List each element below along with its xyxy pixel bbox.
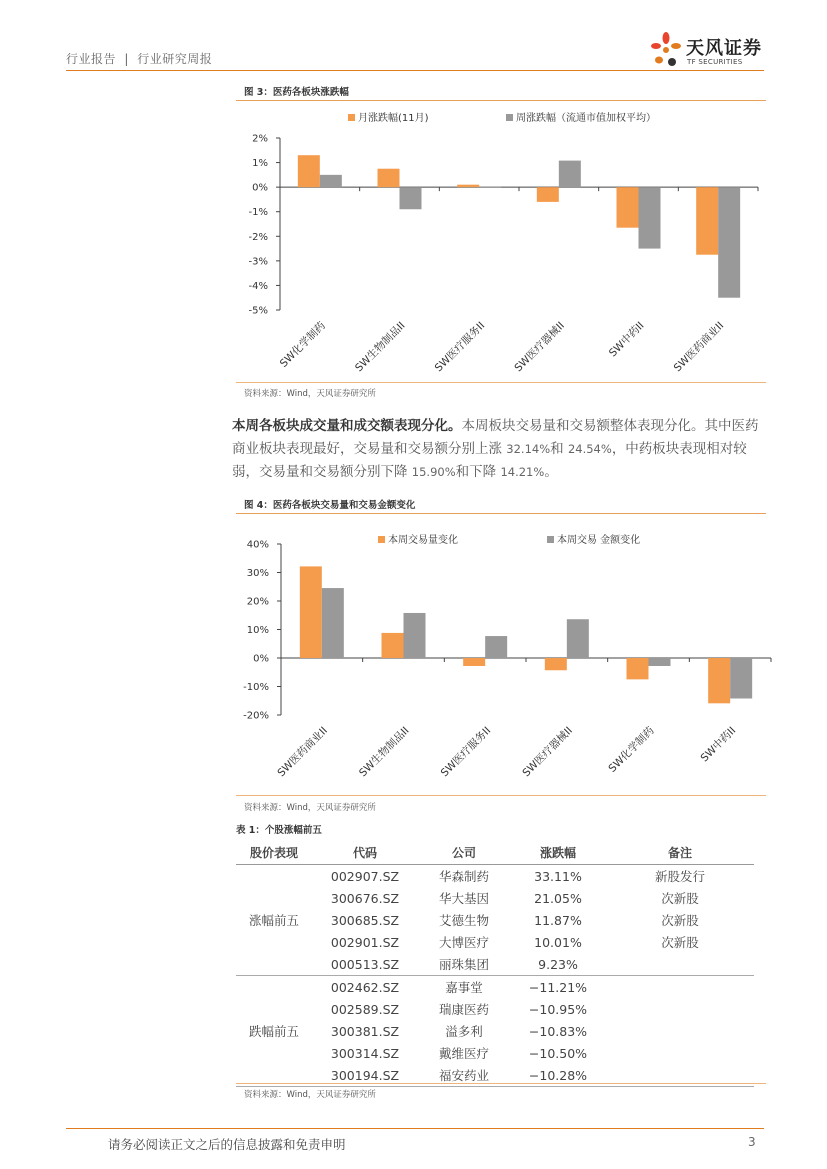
- note: [606, 998, 754, 1020]
- stock-code: 300194.SZ: [312, 1064, 418, 1087]
- bar-gray: [320, 175, 342, 187]
- y-tick-label: -20%: [243, 710, 269, 722]
- price-change: −10.28%: [510, 1064, 606, 1087]
- note: 次新股: [661, 891, 699, 906]
- bar-gray: [718, 187, 740, 298]
- table-row: [236, 1020, 754, 1042]
- company-name: 溢多利: [445, 1024, 483, 1039]
- bar-orange: [545, 658, 567, 670]
- company-name: 艾德生物: [438, 913, 489, 928]
- y-tick-label: 2%: [252, 133, 268, 145]
- bar-orange: [537, 187, 559, 202]
- table-row: [236, 1042, 754, 1064]
- table-row: [236, 865, 754, 888]
- table-row: [236, 909, 754, 931]
- paragraph-num-4: 14.21%: [500, 465, 545, 479]
- stock-code: 300381.SZ: [330, 1023, 400, 1039]
- bar-orange: [463, 658, 485, 666]
- bar-orange: [378, 169, 400, 187]
- figure4-source: 资料来源：Wind，天风证券研究所: [244, 803, 376, 813]
- price-change: 10.01%: [534, 934, 582, 950]
- x-category-label: SW中药II: [698, 724, 739, 765]
- col-header-code: 代码: [312, 840, 418, 865]
- paragraph-text-2: 和: [550, 441, 568, 457]
- stock-code: 300314.SZ: [330, 1045, 400, 1061]
- x-category-label: SW医药商业II: [671, 319, 727, 375]
- footer-rule: [66, 1128, 764, 1129]
- figure3-bottom-rule: [236, 382, 766, 383]
- legend-label: 月涨跌幅(11月): [358, 113, 429, 124]
- price-change: −10.83%: [528, 1023, 588, 1039]
- figure4-top-rule: [236, 513, 766, 514]
- bar-gray: [485, 636, 507, 658]
- price-change: 33.11%: [534, 868, 582, 884]
- company-name: 福安药业: [418, 1064, 510, 1087]
- table-header-row: [236, 840, 754, 865]
- header-separator: |: [124, 52, 129, 66]
- y-tick-label: 0%: [252, 182, 268, 194]
- x-category-label: SW化学制药: [277, 319, 328, 370]
- col-header-company: 公司: [418, 840, 510, 865]
- paragraph-lead: 本周各板块成交量和成交额表现分化。: [232, 418, 462, 434]
- legend-swatch: [378, 536, 385, 543]
- price-change: −10.50%: [528, 1045, 588, 1061]
- stock-code: 300685.SZ: [330, 912, 400, 928]
- stock-movers-table: [236, 840, 754, 1087]
- bar-orange: [696, 187, 718, 255]
- note: 次新股: [661, 913, 699, 928]
- analysis-paragraph: [232, 415, 764, 484]
- x-category-label: SW医疗服务II: [438, 724, 494, 780]
- price-change: −11.21%: [528, 979, 588, 995]
- y-tick-label: 1%: [252, 158, 268, 170]
- stock-code: 002589.SZ: [330, 1001, 400, 1017]
- x-category-label: SW医疗器械II: [520, 724, 575, 780]
- figure4-chart: [236, 517, 776, 792]
- stock-code: 002462.SZ: [330, 979, 400, 995]
- bar-orange: [708, 658, 730, 703]
- y-tick-label: -5%: [248, 305, 268, 317]
- bar-gray: [400, 187, 422, 209]
- bar-gray: [479, 186, 501, 187]
- page-number: 3: [748, 1135, 756, 1149]
- col-header-performance: 股价表现: [236, 840, 312, 865]
- series-name: 行业研究周报: [137, 52, 213, 66]
- price-change: −10.95%: [528, 1001, 588, 1017]
- footer-disclaimer: 请务必阅读正文之后的信息披露和免责申明: [108, 1137, 346, 1152]
- bar-gray: [404, 613, 426, 658]
- y-tick-label: 30%: [246, 568, 269, 579]
- paragraph-text-1: 本周板块交易量和交易额整体表现分化。其中医药商业板块表现最好，交易量和交易额分别上涨: [232, 418, 759, 457]
- note: [606, 953, 754, 976]
- legend-label: 周涨跌幅（流通市值加权平均）: [516, 113, 656, 124]
- y-tick-label: -10%: [243, 682, 269, 693]
- bar-gray: [322, 588, 344, 658]
- paragraph-text-5: 。: [544, 464, 558, 480]
- figure3-top-rule: [236, 100, 766, 101]
- bar-orange: [617, 187, 639, 228]
- paragraph-text-4: 和下降: [455, 464, 501, 480]
- y-tick-label: -2%: [248, 231, 268, 243]
- table-row: [236, 953, 754, 976]
- table1-bottom-rule: [236, 1083, 766, 1084]
- y-tick-label: -4%: [248, 280, 268, 292]
- figure3-title: 图 3：医药各板块涨跌幅: [244, 87, 349, 98]
- y-tick-label: -1%: [248, 207, 268, 219]
- bar-orange: [457, 185, 479, 187]
- legend-swatch: [348, 114, 355, 121]
- bar-gray: [639, 187, 661, 248]
- price-change: 9.23%: [510, 953, 606, 976]
- x-category-label: SW医疗器械II: [512, 319, 567, 375]
- company-name: 丽珠集团: [418, 953, 510, 976]
- header-breadcrumb: [66, 50, 212, 67]
- figure4-bottom-rule: [236, 795, 766, 796]
- legend-label: 本周交易量变化: [388, 535, 458, 546]
- paragraph-num-1: 32.14%: [506, 442, 551, 456]
- bar-gray: [559, 161, 581, 188]
- company-name: 嘉事堂: [445, 980, 483, 995]
- stock-code: 002901.SZ: [330, 934, 400, 950]
- note: 新股发行: [654, 869, 705, 884]
- y-tick-label: 10%: [246, 625, 269, 636]
- legend-swatch: [506, 114, 513, 121]
- y-tick-label: 0%: [253, 653, 269, 665]
- y-tick-label: -3%: [248, 256, 268, 268]
- doc-type: 行业报告: [66, 52, 117, 66]
- price-change: 11.87%: [534, 912, 582, 928]
- y-tick-label: 40%: [246, 539, 269, 551]
- note: [606, 1020, 754, 1042]
- bar-orange: [300, 566, 322, 658]
- note: [606, 1042, 754, 1064]
- table-row: [236, 887, 754, 909]
- logo-icon: [650, 30, 682, 70]
- company-name: 华大基因: [438, 891, 489, 906]
- logo-subtitle: TF SECURITIES: [687, 58, 743, 66]
- paragraph-num-2: 24.54%: [567, 442, 612, 456]
- legend-label: 本周交易 金额变化: [557, 535, 641, 546]
- table-row: [236, 976, 754, 999]
- price-change: 21.05%: [534, 890, 582, 906]
- logo-name: 天风证券: [686, 38, 762, 59]
- stock-code: 002907.SZ: [330, 868, 400, 884]
- paragraph-num-3: 15.90%: [411, 465, 456, 479]
- bar-gray: [649, 658, 671, 666]
- company-name: 华森制药: [438, 869, 489, 884]
- bar-gray: [567, 619, 589, 658]
- note: 次新股: [661, 935, 699, 950]
- paragraph-text-3: ，中药板块表现相对较弱，交易量和交易额分别下降: [232, 441, 747, 480]
- stock-code: 300676.SZ: [330, 890, 400, 906]
- company-name: 大博医疗: [438, 935, 489, 950]
- x-category-label: SW化学制药: [606, 724, 657, 775]
- figure3-chart: [236, 104, 766, 384]
- note: [606, 976, 754, 999]
- table1-source: 资料来源：Wind，天风证券研究所: [244, 1090, 376, 1100]
- x-category-label: SW中药II: [606, 319, 647, 360]
- bar-gray: [730, 658, 752, 698]
- bar-orange: [382, 633, 404, 658]
- col-header-change: 涨跌幅: [510, 840, 606, 865]
- x-category-label: SW医疗服务II: [432, 319, 488, 375]
- x-category-label: SW医药商业II: [275, 724, 330, 780]
- header-rule: [66, 70, 764, 71]
- table-row: [236, 931, 754, 953]
- x-category-label: SW生物制品II: [352, 319, 408, 375]
- table1-title: 表 1：个股涨幅前五: [236, 825, 322, 836]
- company-name: 戴维医疗: [438, 1046, 489, 1061]
- figure4-title: 图 4：医药各板块交易量和交易金额变化: [244, 500, 416, 511]
- company-logo: [650, 30, 765, 70]
- y-tick-label: 20%: [246, 596, 269, 608]
- stock-code: 000513.SZ: [312, 953, 418, 976]
- table-row: [236, 998, 754, 1020]
- legend-swatch: [547, 536, 554, 543]
- bar-orange: [298, 155, 320, 187]
- x-category-label: SW生物制品II: [356, 724, 412, 780]
- figure3-source: 资料来源：Wind，天风证券研究所: [244, 389, 376, 399]
- group-label: 跌幅前五: [236, 976, 312, 1087]
- bar-orange: [627, 658, 649, 679]
- col-header-note: 备注: [606, 840, 754, 865]
- company-name: 瑞康医药: [438, 1002, 489, 1017]
- group-label: 涨幅前五: [236, 865, 312, 976]
